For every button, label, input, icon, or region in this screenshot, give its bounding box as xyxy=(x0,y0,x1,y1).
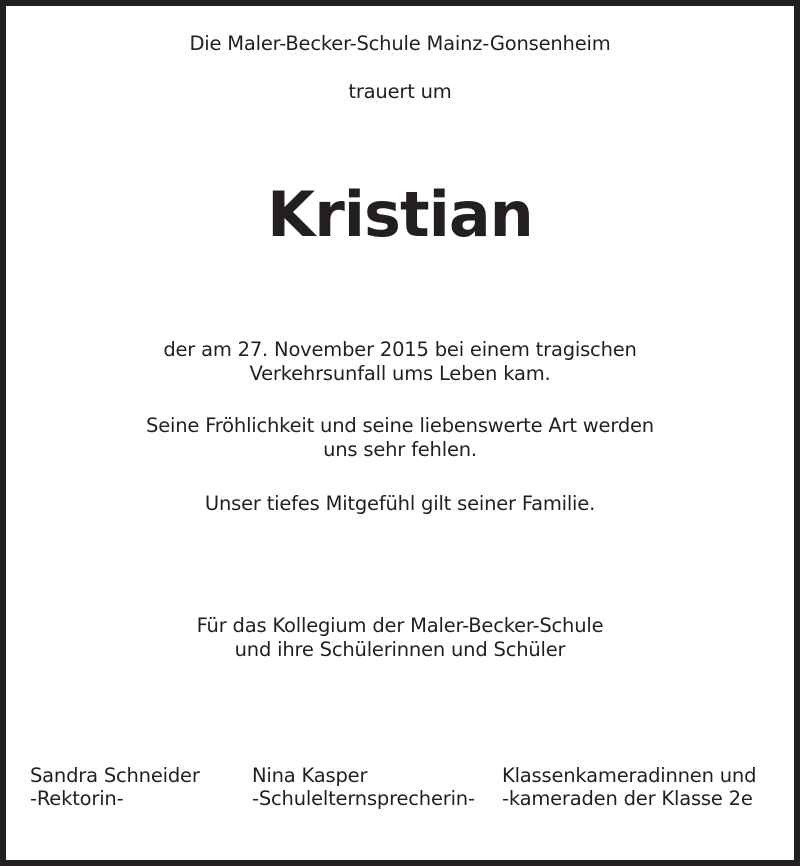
paragraph-line: Unser tiefes Mitgefühl gilt seiner Familie. xyxy=(204,492,596,515)
signatory-name: Sandra Schneider xyxy=(30,764,200,787)
on-behalf-line: und ihre Schülerinnen und Schüler xyxy=(234,638,566,661)
paragraph-line: Verkehrsunfall ums Leben kam. xyxy=(249,362,551,385)
signatory-name: Klassenkameradinnen und xyxy=(502,764,757,787)
deceased-name: Kristian xyxy=(267,178,533,251)
signatory xyxy=(30,764,200,810)
signatory-name: Nina Kasper xyxy=(252,764,368,787)
paragraph-line: uns sehr fehlen. xyxy=(323,438,477,461)
on-behalf-line: Für das Kollegium der Maler-Becker-Schule xyxy=(196,614,604,637)
school-name: Die Maler-Becker-Schule Mainz-Gonsenheim xyxy=(189,32,611,55)
paragraph-line: Seine Fröhlichkeit und seine liebenswerte Art werden xyxy=(146,414,654,437)
mourns-text: trauert um xyxy=(348,80,452,103)
signatory-role: -Rektorin- xyxy=(30,787,124,810)
signatory-role: -kameraden der Klasse 2e xyxy=(502,787,753,810)
signatory-role: -Schulelternsprecherin- xyxy=(252,787,475,810)
paragraph-line: der am 27. November 2015 bei einem tragischen xyxy=(163,338,637,361)
signatory xyxy=(502,764,756,810)
signatory xyxy=(252,764,475,810)
